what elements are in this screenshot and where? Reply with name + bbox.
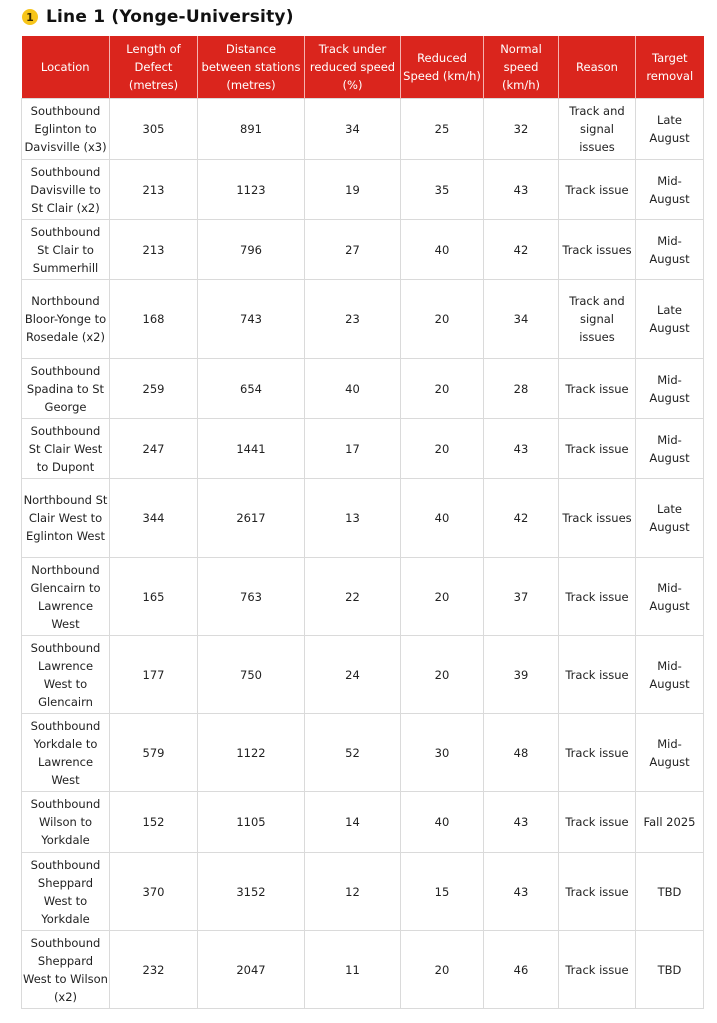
table-cell: 15 bbox=[401, 853, 484, 931]
table-cell: 152 bbox=[110, 792, 198, 853]
location-cell: Southbound Eglinton to Davisville (x3) bbox=[22, 99, 110, 160]
table-row bbox=[22, 636, 704, 714]
location-cell: Southbound Davisville to St Clair (x2) bbox=[22, 160, 110, 220]
table-header-row bbox=[22, 36, 704, 99]
table-cell: 1123 bbox=[198, 160, 305, 220]
table-row bbox=[22, 792, 704, 853]
table-cell: 213 bbox=[110, 220, 198, 280]
table-cell: 213 bbox=[110, 160, 198, 220]
table-cell: 1105 bbox=[198, 792, 305, 853]
column-header: Track under reduced speed (%) bbox=[305, 36, 401, 99]
location-cell: Southbound Sheppard West to Yorkdale bbox=[22, 853, 110, 931]
location-cell: Southbound Lawrence West to Glencairn bbox=[22, 636, 110, 714]
table-cell: Track issue bbox=[559, 792, 636, 853]
table-cell: 22 bbox=[305, 558, 401, 636]
table-cell: Mid-August bbox=[636, 558, 704, 636]
table-cell: 2047 bbox=[198, 931, 305, 1009]
table-cell: Mid-August bbox=[636, 714, 704, 792]
location-cell: Southbound St Clair to Summerhill bbox=[22, 220, 110, 280]
table-cell: Late August bbox=[636, 99, 704, 160]
table-cell: 28 bbox=[484, 359, 559, 419]
table-cell: 3152 bbox=[198, 853, 305, 931]
table-cell: 891 bbox=[198, 99, 305, 160]
table-cell: 39 bbox=[484, 636, 559, 714]
column-header: Location bbox=[22, 36, 110, 99]
table-cell: Mid-August bbox=[636, 636, 704, 714]
table-cell: 654 bbox=[198, 359, 305, 419]
table-cell: 30 bbox=[401, 714, 484, 792]
table-cell: 20 bbox=[401, 636, 484, 714]
table-cell: Mid-August bbox=[636, 419, 704, 479]
location-cell: Northbound Glencairn to Lawrence West bbox=[22, 558, 110, 636]
table-cell: 168 bbox=[110, 280, 198, 359]
table-row bbox=[22, 714, 704, 792]
table-cell: 20 bbox=[401, 419, 484, 479]
table-cell: 20 bbox=[401, 558, 484, 636]
table-cell: 32 bbox=[484, 99, 559, 160]
table-cell: Track issue bbox=[559, 636, 636, 714]
table-row bbox=[22, 160, 704, 220]
table-cell: 305 bbox=[110, 99, 198, 160]
table-cell: 34 bbox=[305, 99, 401, 160]
table-cell: 27 bbox=[305, 220, 401, 280]
table-cell: 24 bbox=[305, 636, 401, 714]
table-cell: Track issue bbox=[559, 931, 636, 1009]
table-row bbox=[22, 220, 704, 280]
table-row bbox=[22, 479, 704, 558]
column-header: Normal speed (km/h) bbox=[484, 36, 559, 99]
table-cell: Track issue bbox=[559, 714, 636, 792]
table-cell: 35 bbox=[401, 160, 484, 220]
table-cell: 37 bbox=[484, 558, 559, 636]
table-cell: 42 bbox=[484, 220, 559, 280]
section-title: Line 1 (Yonge-University) bbox=[46, 7, 294, 27]
table-cell: Track issue bbox=[559, 419, 636, 479]
table-cell: Track and signal issues bbox=[559, 99, 636, 160]
table-cell: Track issue bbox=[559, 853, 636, 931]
table-cell: Track issues bbox=[559, 479, 636, 558]
table-cell: TBD bbox=[636, 853, 704, 931]
table-cell: 743 bbox=[198, 280, 305, 359]
table-cell: 48 bbox=[484, 714, 559, 792]
location-cell: Northbound St Clair West to Eglinton West bbox=[22, 479, 110, 558]
table-cell: 23 bbox=[305, 280, 401, 359]
table-cell: 40 bbox=[401, 479, 484, 558]
location-cell: Northbound Bloor-Yonge to Rosedale (x2) bbox=[22, 280, 110, 359]
location-cell: Southbound Yorkdale to Lawrence West bbox=[22, 714, 110, 792]
table-row bbox=[22, 853, 704, 931]
table-cell: 750 bbox=[198, 636, 305, 714]
location-cell: Southbound Spadina to St George bbox=[22, 359, 110, 419]
table-cell: 12 bbox=[305, 853, 401, 931]
table-cell: 13 bbox=[305, 479, 401, 558]
table-cell: 344 bbox=[110, 479, 198, 558]
table-cell: Mid-August bbox=[636, 359, 704, 419]
column-header: Target removal bbox=[636, 36, 704, 99]
table-cell: 177 bbox=[110, 636, 198, 714]
table-cell: 1122 bbox=[198, 714, 305, 792]
table-cell: 43 bbox=[484, 792, 559, 853]
column-header: Distance between stations (metres) bbox=[198, 36, 305, 99]
table-cell: 52 bbox=[305, 714, 401, 792]
table-row bbox=[22, 419, 704, 479]
table-cell: 43 bbox=[484, 160, 559, 220]
table-cell: 19 bbox=[305, 160, 401, 220]
table-row bbox=[22, 558, 704, 636]
table-cell: 2617 bbox=[198, 479, 305, 558]
column-header: Reduced Speed (km/h) bbox=[401, 36, 484, 99]
table-row bbox=[22, 931, 704, 1009]
table-cell: 42 bbox=[484, 479, 559, 558]
table-cell: 232 bbox=[110, 931, 198, 1009]
table-cell: Track issue bbox=[559, 558, 636, 636]
table-cell: 796 bbox=[198, 220, 305, 280]
table-cell: 1441 bbox=[198, 419, 305, 479]
table-cell: Track issue bbox=[559, 160, 636, 220]
table-cell: Late August bbox=[636, 479, 704, 558]
table-cell: 34 bbox=[484, 280, 559, 359]
table-cell: 43 bbox=[484, 853, 559, 931]
column-header: Reason bbox=[559, 36, 636, 99]
table-row bbox=[22, 359, 704, 419]
table-cell: Track and signal issues bbox=[559, 280, 636, 359]
location-cell: Southbound Sheppard West to Wilson (x2) bbox=[22, 931, 110, 1009]
table-cell: 40 bbox=[401, 220, 484, 280]
table-cell: 11 bbox=[305, 931, 401, 1009]
location-cell: Southbound St Clair West to Dupont bbox=[22, 419, 110, 479]
table-cell: 20 bbox=[401, 931, 484, 1009]
table-cell: 20 bbox=[401, 280, 484, 359]
table-cell: 763 bbox=[198, 558, 305, 636]
table-cell: 165 bbox=[110, 558, 198, 636]
table-row bbox=[22, 99, 704, 160]
table-cell: Fall 2025 bbox=[636, 792, 704, 853]
table-cell: Late August bbox=[636, 280, 704, 359]
table-cell: TBD bbox=[636, 931, 704, 1009]
table-cell: 20 bbox=[401, 359, 484, 419]
table-cell: Mid-August bbox=[636, 220, 704, 280]
table-cell: Track issues bbox=[559, 220, 636, 280]
table-row bbox=[22, 280, 704, 359]
table-cell: 40 bbox=[305, 359, 401, 419]
line-1-badge-icon: 1 bbox=[22, 9, 38, 25]
table-cell: 247 bbox=[110, 419, 198, 479]
table-cell: Mid-August bbox=[636, 160, 704, 220]
table-cell: 370 bbox=[110, 853, 198, 931]
table-cell: 43 bbox=[484, 419, 559, 479]
table-cell: Track issue bbox=[559, 359, 636, 419]
location-cell: Southbound Wilson to Yorkdale bbox=[22, 792, 110, 853]
section-heading bbox=[22, 4, 294, 30]
table-cell: 579 bbox=[110, 714, 198, 792]
column-header: Length of Defect (metres) bbox=[110, 36, 198, 99]
slow-zone-table bbox=[21, 36, 704, 1009]
table-cell: 25 bbox=[401, 99, 484, 160]
table-cell: 40 bbox=[401, 792, 484, 853]
table-cell: 17 bbox=[305, 419, 401, 479]
table-cell: 46 bbox=[484, 931, 559, 1009]
table-cell: 14 bbox=[305, 792, 401, 853]
table-cell: 259 bbox=[110, 359, 198, 419]
